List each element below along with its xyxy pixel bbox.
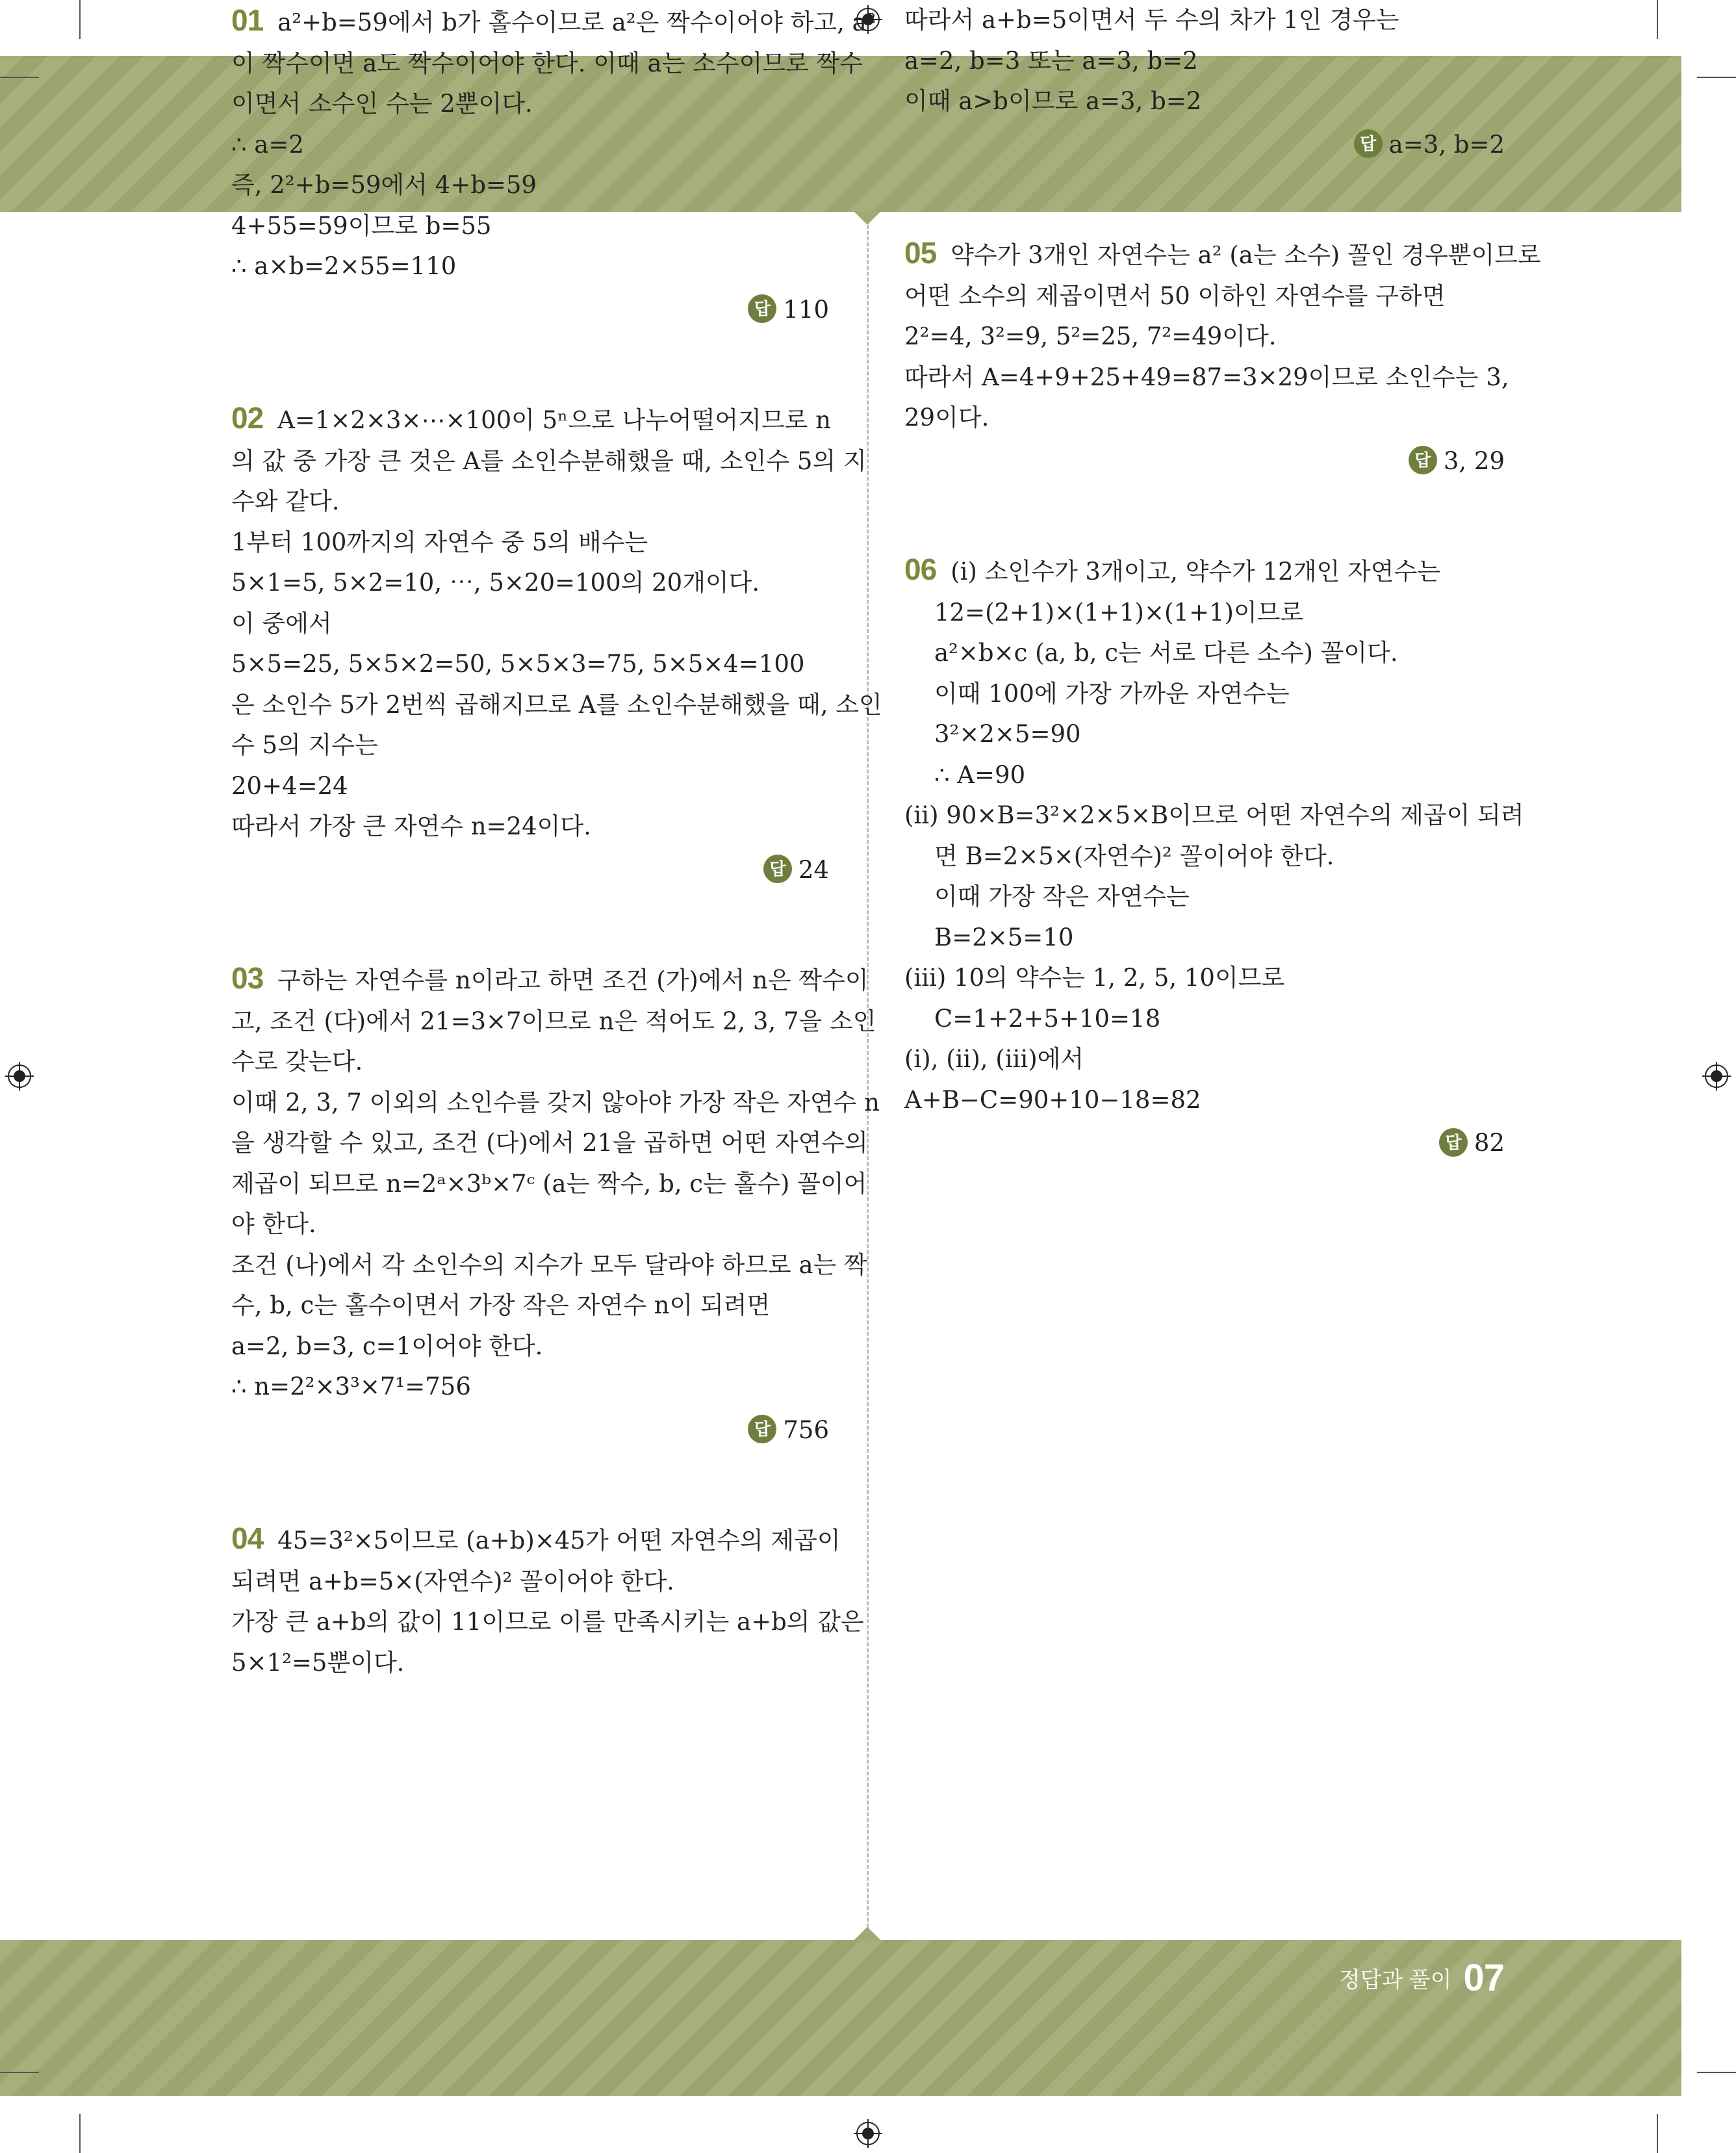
solution-line: 따라서 a+b=5이면서 두 수의 차가 1인 경우는	[904, 6, 1399, 34]
registration-mark-icon	[5, 1062, 34, 1090]
problem-number: 01	[231, 3, 264, 37]
solution-line: 이 짝수이면 a도 짝수이어야 한다. 이때 a는 소수이므로 짝수	[231, 49, 863, 77]
crop-mark	[1657, 2114, 1658, 2153]
solution-line: 수, b, c는 홀수이면서 가장 작은 자연수 n이 되려면	[231, 1291, 771, 1319]
page-footer	[1339, 1956, 1504, 2000]
solution-line: 12=(2+1)×(1+1)×(1+1)이므로	[934, 598, 1304, 626]
solution-line: a=2, b=3 또는 a=3, b=2	[904, 46, 1198, 75]
solution-line: a²+b=59에서 b가 홀수이므로 a²은 짝수이어야 하고, a²	[277, 8, 876, 36]
solution-line: 따라서 가장 큰 자연수 n=24이다.	[231, 812, 591, 840]
solution-line: 2²=4, 3²=9, 5²=25, 7²=49이다.	[904, 322, 1277, 350]
problem-number: 06	[904, 552, 937, 586]
solution-line: 수와 같다.	[231, 487, 340, 515]
footer-label: 정답과 풀이	[1338, 1968, 1452, 1992]
registration-mark-icon	[854, 2119, 882, 2148]
solution-line: 가장 큰 a+b의 값이 11이므로 이를 만족시키는 a+b의 값은	[231, 1608, 864, 1636]
problem-number: 05	[904, 236, 937, 270]
solution-line: 의 값 중 가장 큰 것은 A를 소인수분해했을 때, 소인수 5의 지	[231, 446, 867, 475]
solution-line: ∴ A=90	[934, 760, 1026, 789]
solution-line: B=2×5=10	[934, 923, 1074, 951]
answer	[231, 290, 829, 331]
solution-line: 이때 a>b이므로 a=3, b=2	[904, 87, 1202, 115]
solution-line: C=1+2+5+10=18	[934, 1004, 1161, 1033]
answer-badge: 답	[748, 294, 776, 323]
answer-badge: 답	[1354, 129, 1383, 158]
solution-line: 이때 2, 3, 7 이외의 소인수를 갖지 않아야 가장 작은 자연수 n	[231, 1088, 880, 1116]
crop-mark	[0, 2072, 39, 2073]
answer-value: 24	[798, 855, 829, 884]
solution-line: 되려면 a+b=5×(자연수)² 꼴이어야 한다.	[231, 1567, 674, 1595]
footer-notch	[854, 1927, 880, 1940]
solution-01	[231, 0, 876, 330]
solution-line: 즉, 2²+b=59에서 4+b=59	[231, 171, 537, 199]
column-divider	[867, 225, 869, 1927]
crop-mark	[79, 2114, 81, 2153]
answer	[904, 1123, 1505, 1164]
answer-value: 756	[783, 1415, 829, 1444]
solution-line: (ⅰ) 소인수가 3개이고, 약수가 12개인 자연수는	[951, 558, 1440, 586]
solution-line: 제곱이 되므로 n=2ᵃ×3ᵇ×7ᶜ (a는 짝수, b, c는 홀수) 꼴이어	[231, 1169, 867, 1198]
solution-line: 어떤 소수의 제곱이면서 50 이하인 자연수를 구하면	[904, 281, 1446, 310]
solution-line: 수로 갖는다.	[231, 1048, 363, 1076]
crop-mark	[0, 77, 39, 78]
solution-line: ∴ a=2	[231, 130, 304, 159]
solution-line: 이 중에서	[231, 609, 332, 638]
solution-line: 고, 조건 (다)에서 21=3×7이므로 n은 적어도 2, 3, 7을 소인	[231, 1007, 876, 1035]
solution-06	[904, 549, 1524, 1164]
solution-line: (ⅱ) 90×B=3²×2×5×B이므로 어떤 자연수의 제곱이 되려	[904, 801, 1524, 829]
solution-line: 이때 100에 가장 가까운 자연수는	[934, 679, 1290, 708]
solution-05	[904, 233, 1541, 482]
registration-mark-icon	[1702, 1062, 1731, 1090]
answer-badge: 답	[748, 1415, 776, 1443]
crop-mark	[1657, 0, 1658, 39]
solution-line: 이면서 소수인 수는 2뿐이다.	[231, 90, 533, 118]
crop-mark	[1697, 77, 1736, 78]
problem-number: 04	[231, 1521, 264, 1555]
answer	[231, 1410, 829, 1451]
solution-line: 29이다.	[904, 404, 989, 432]
solution-line: 야 한다.	[231, 1210, 316, 1238]
crop-mark	[79, 0, 81, 39]
solution-line: ∴ n=2²×3³×7¹=756	[231, 1373, 471, 1400]
solution-line: 은 소인수 5가 2번씩 곱해지므로 A를 소인수분해했을 때, 소인	[231, 690, 882, 719]
solution-line: 따라서 A=4+9+25+49=87=3×29이므로 소인수는 3,	[904, 363, 1509, 391]
solution-line: 5×1²=5뿐이다.	[231, 1648, 405, 1677]
answer-value: 3, 29	[1443, 446, 1505, 475]
solution-04-continued	[904, 0, 1505, 165]
problem-number: 03	[231, 961, 264, 995]
solution-line: 20+4=24	[231, 771, 348, 800]
answer-badge: 답	[1409, 446, 1437, 474]
solution-03	[231, 958, 880, 1450]
solution-line: 약수가 3개인 자연수는 a² (a는 소수) 꼴인 경우뿐이므로	[951, 241, 1541, 269]
solution-line: 면 B=2×5×(자연수)² 꼴이어야 한다.	[934, 842, 1334, 870]
solution-line: 구하는 자연수를 n이라고 하면 조건 (가)에서 n은 짝수이	[277, 966, 869, 994]
right-column	[904, 0, 1541, 1231]
solution-line: (ⅲ) 10의 약수는 1, 2, 5, 10이므로	[904, 964, 1285, 992]
solution-02	[231, 398, 882, 890]
solution-line: 조건 (나)에서 각 소인수의 지수가 모두 달라야 하므로 a는 짝	[231, 1250, 867, 1279]
solution-line: ∴ a×b=2×55=110	[231, 252, 457, 280]
page-number: 07	[1463, 1957, 1504, 1999]
solution-line: 5×5=25, 5×5×2=50, 5×5×3=75, 5×5×4=100	[231, 650, 805, 678]
header-notch	[854, 212, 880, 225]
answer-badge: 답	[1439, 1128, 1468, 1157]
solution-line: 4+55=59이므로 b=55	[231, 211, 492, 240]
solution-line: 5×1=5, 5×2=10, ⋯, 5×20=100의 20개이다.	[231, 569, 760, 597]
solution-line: A=1×2×3×⋯×100이 5ⁿ으로 나누어떨어지므로 n	[277, 406, 831, 434]
solution-line: 을 생각할 수 있고, 조건 (다)에서 21을 곱하면 어떤 자연수의	[231, 1129, 868, 1157]
answer	[904, 125, 1505, 166]
solution-line: 이때 가장 작은 자연수는	[934, 883, 1190, 910]
solution-line: (ⅰ), (ⅱ), (ⅲ)에서	[904, 1045, 1084, 1073]
solution-line: a²×b×c (a, b, c는 서로 다른 소수) 꼴이다.	[934, 639, 1398, 667]
solution-line: 수 5의 지수는	[231, 731, 378, 759]
problem-number: 02	[231, 401, 264, 435]
left-column	[231, 0, 882, 1751]
solution-line: A+B−C=90+10−18=82	[904, 1085, 1201, 1114]
answer-badge: 답	[763, 855, 792, 883]
answer-value: 82	[1474, 1129, 1505, 1157]
crop-mark	[1697, 2072, 1736, 2073]
answer-value: 110	[783, 295, 829, 324]
solution-line: 3²×2×5=90	[934, 720, 1081, 748]
answer	[231, 850, 829, 891]
solution-line: a=2, b=3, c=1이어야 한다.	[231, 1332, 543, 1360]
solution-04	[231, 1518, 864, 1683]
answer-value: a=3, b=2	[1388, 130, 1505, 159]
solution-line: 1부터 100까지의 자연수 중 5의 배수는	[231, 528, 648, 556]
answer	[904, 441, 1505, 482]
solution-line: 45=3²×5이므로 (a+b)×45가 어떤 자연수의 제곱이	[277, 1527, 841, 1554]
